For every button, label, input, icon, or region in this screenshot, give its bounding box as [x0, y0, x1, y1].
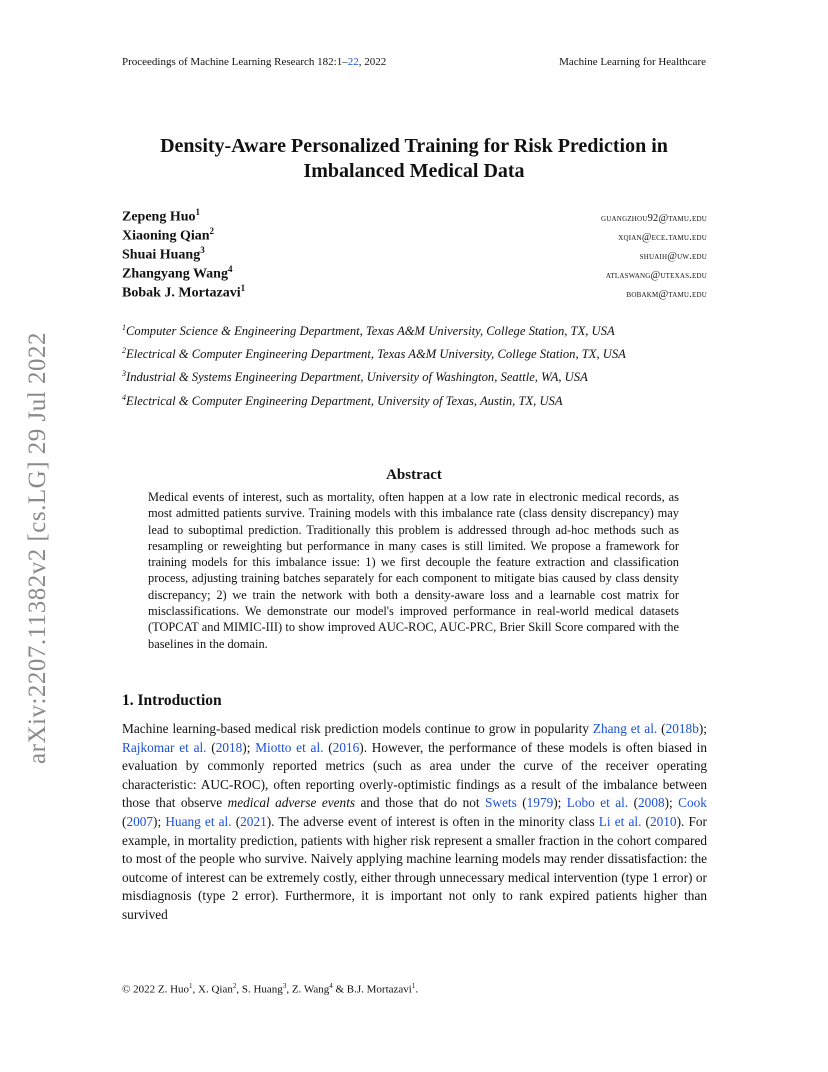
- author-name: Shuai Huang$^3$: [122, 245, 205, 263]
- introduction-paragraph: Machine learning-based medical risk prediction models continue to grow in popularity Zhang et al. (2018b); Rajkomar et al. (2018); Miotto et al. (2016). However, the performance of these models is often biased in evaluation by commonly reported metrics (such as area under the curve of the receiver operating characteristic: AUC-ROC), often reporting overly-optimistic findings as a result of the imbalance between those that observe medical adverse events and those that do not Swets (1979); Lobo et al. (2008); Cook (2007); Huang et al. (2021). The adverse event of interest is often in the minority class Li et al. (2010). For example, in mortality prediction, patients with higher risk represent a smaller fraction in the cohort compared to most of the people who survive. Naively applying machine learning models may render dissatisfaction: the outcome of interest can be extremely costly, either through unnecessary medical intervention (type 1 error) or misdiagnosis (type 2 error). Furthermore, it is important not only to rank expired patients higher than survived: [122, 721, 707, 922]
- citation-link[interactable]: Cook: [678, 795, 707, 811]
- author-name: Bobak J. Mortazavi$^1$: [122, 283, 246, 301]
- citation-year-link[interactable]: 1979: [526, 795, 554, 811]
- citation-link[interactable]: Li et al.: [598, 813, 642, 829]
- author-email[interactable]: shuaih@uw.edu: [639, 250, 707, 262]
- running-header-right: Machine Learning for Healthcare: [559, 56, 706, 68]
- author-row: [122, 245, 707, 264]
- arxiv-sidebar: [8, 332, 68, 764]
- author-row: [122, 226, 707, 245]
- author-email[interactable]: guangzhou92@tamu.edu: [601, 212, 707, 224]
- title-line-2: Imbalanced Medical Data: [303, 160, 525, 182]
- citation-link[interactable]: Rajkomar et al.: [122, 739, 207, 755]
- author-email[interactable]: bobakm@tamu.edu: [626, 288, 707, 300]
- citation-year-link[interactable]: 2021: [240, 813, 267, 829]
- author-row: [122, 264, 707, 283]
- author-name: Xiaoning Qian$^2$: [122, 226, 215, 244]
- author-list: [122, 207, 707, 302]
- author-row: [122, 207, 707, 226]
- citation-link[interactable]: Zhang et al.: [592, 721, 658, 736]
- citation-year-link[interactable]: 2010: [649, 813, 677, 829]
- citation-link[interactable]: Huang et al.: [165, 813, 232, 829]
- author-row: [122, 283, 707, 302]
- author-name: Zhangyang Wang$^4$: [122, 264, 233, 282]
- citation-year-link[interactable]: 2018b: [665, 721, 699, 736]
- header-year: , 2022: [358, 56, 387, 68]
- citation-link[interactable]: Miotto et al.: [255, 739, 324, 755]
- title-line-1: Density-Aware Personalized Training for Risk Prediction in: [160, 135, 668, 157]
- abstract-body: Medical events of interest, such as mortality, often happen at a low rate in electronic medical records, as most admitted patients survive. Training models with this imbalance rate (class density discrepancy) may lead to suboptimal prediction. Traditionally this problem is addressed through ad-hoc methods such as resampling or reweighting but performance in many cases is still limited. We propose a framework for training models for this imbalance issue: 1) we first decouple the feature extraction and classification process, adjusting training batches separately for each component to mitigate bias caused by class density discrepancy; 2) we train the network with both a density-aware loss and a learnable cost matrix for misclassifications. We demonstrate our model's improved performance in real-world medical datasets (TOPCAT and MIMIC-III) to show improved AUC-ROC, AUC-PRC, Brier Skill Score compared with the baselines in the domain.: [148, 490, 679, 651]
- running-header-left: [122, 56, 386, 68]
- citation-year-link[interactable]: 2008: [638, 795, 665, 811]
- abstract-heading: Abstract: [386, 467, 442, 483]
- author-name: Zepeng Huo$^1$: [122, 207, 201, 225]
- arxiv-identifier: arXiv:2207.11382v2 [cs.LG] 29 Jul 2022: [24, 332, 51, 764]
- affiliation: $^4$Electrical & Computer Engineering Department, University of Texas, Austin, TX, USA: [122, 392, 563, 408]
- last-page-link[interactable]: 22: [347, 56, 359, 68]
- copyright-footer: © 2022 Z. Huo$^1$, X. Qian$^2$, S. Huang$^3$, Z. Wang$^4$ & B.J. Mortazavi$^1$.: [122, 982, 419, 996]
- affiliation: $^1$Computer Science & Engineering Department, Texas A&M University, College Station, TX, USA: [122, 323, 615, 339]
- paper-title: [0, 134, 828, 184]
- citation-link[interactable]: Lobo et al.: [566, 795, 629, 811]
- affiliation: $^2$Electrical & Computer Engineering Department, Texas A&M University, College Station, TX, USA: [122, 346, 626, 362]
- citation-year-link[interactable]: 2007: [126, 813, 154, 829]
- author-email[interactable]: atlaswang@utexas.edu: [605, 269, 707, 281]
- affiliation: $^3$Industrial & Systems Engineering Department, University of Washington, Seattle, WA, USA: [122, 369, 588, 385]
- header-proceedings: Proceedings of Machine Learning Research 182:1–: [122, 56, 348, 68]
- citation-year-link[interactable]: 2018: [215, 739, 243, 755]
- emphasis: medical adverse events: [227, 795, 356, 811]
- citation-link[interactable]: Swets: [485, 795, 517, 811]
- section-heading-introduction: 1. Introduction: [122, 692, 222, 709]
- author-email[interactable]: xqian@ece.tamu.edu: [618, 231, 707, 243]
- affiliation-list: [122, 318, 722, 411]
- citation-year-link[interactable]: 2016: [332, 739, 360, 755]
